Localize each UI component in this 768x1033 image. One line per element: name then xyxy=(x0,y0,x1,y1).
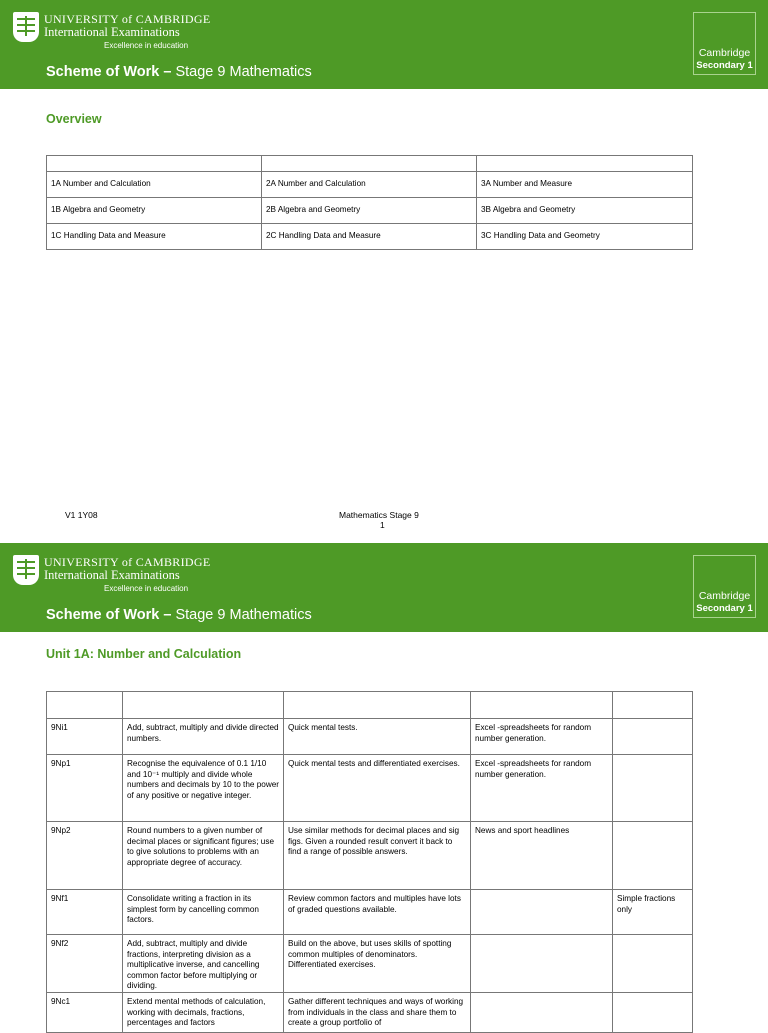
university-name: UNIVERSITY of CAMBRIDGE xyxy=(44,555,211,569)
table-cell: Add, subtract, multiply and divide fractions, interpreting division as a multiplicative inverse, and cancelling common factor before multiplying or dividing. xyxy=(123,935,284,993)
scheme-title: Scheme of Work – Stage 9 Mathematics xyxy=(46,607,312,623)
table-cell: 1A Number and Calculation xyxy=(47,172,262,198)
table-cell: Review common factors and multiples have lots of graded questions available. xyxy=(284,890,471,935)
table-cell: 3B Algebra and Geometry xyxy=(477,198,693,224)
table-row xyxy=(47,993,693,1033)
table-cell: 9Np1 xyxy=(47,755,123,822)
table-cell: 9Nf2 xyxy=(47,935,123,993)
tagline: Excellence in education xyxy=(104,41,189,50)
page-2 xyxy=(0,543,768,1027)
table-cell: 3C Handling Data and Geometry xyxy=(477,224,693,250)
table-cell: Build on the above, but uses skills of spotting common multiples of denominators. Differentiated exercises. xyxy=(284,935,471,993)
footer-version: V1 1Y08 xyxy=(65,510,98,520)
table-cell: Recognise the equivalence of 0.1 1/10 and 10⁻¹ multiply and divide whole numbers and decimals by 10 to the power of any positive or negative integer. xyxy=(123,755,284,822)
table-cell: Quick mental tests. xyxy=(284,719,471,755)
table-cell: Quick mental tests and differentiated exercises. xyxy=(284,755,471,822)
tagline: Excellence in education xyxy=(104,584,189,593)
table-cell: 3A Number and Measure xyxy=(477,172,693,198)
table-header-row xyxy=(47,692,693,719)
table-cell xyxy=(613,719,693,755)
unit-table xyxy=(46,691,693,1033)
table-cell: 9Np2 xyxy=(47,822,123,890)
examinations-name: International Examinations xyxy=(44,568,180,582)
table-cell xyxy=(613,822,693,890)
scheme-title: Scheme of Work – Stage 9 Mathematics xyxy=(46,64,312,80)
table-row xyxy=(47,719,693,755)
cambridge-secondary-logo: Cambridge Secondary 1 xyxy=(693,555,756,618)
table-row xyxy=(47,822,693,890)
table-cell: Add, subtract, multiply and divide directed numbers. xyxy=(123,719,284,755)
table-row xyxy=(47,935,693,993)
table-cell: 1C Handling Data and Measure xyxy=(47,224,262,250)
overview-table xyxy=(46,155,693,250)
table-row xyxy=(47,755,693,822)
table-cell: Excel -spreadsheets for random number generation. xyxy=(471,719,613,755)
table-cell xyxy=(613,935,693,993)
university-crest-icon xyxy=(13,12,39,42)
table-row xyxy=(47,224,693,250)
table-row xyxy=(47,198,693,224)
table-cell: Consolidate writing a fraction in its simplest form by cancelling common factors. xyxy=(123,890,284,935)
table-cell: Excel -spreadsheets for random number generation. xyxy=(471,755,613,822)
table-cell: Use similar methods for decimal places and sig figs. Given a rounded result convert it back to find a range of possible answers. xyxy=(284,822,471,890)
table-cell: 9Nc1 xyxy=(47,993,123,1033)
cambridge-secondary-logo: Cambridge Secondary 1 xyxy=(693,12,756,75)
table-cell: Simple fractions only xyxy=(613,890,693,935)
table-cell: 1B Algebra and Geometry xyxy=(47,198,262,224)
section-title-overview: Overview xyxy=(46,112,102,126)
section-title-unit: Unit 1A: Number and Calculation xyxy=(46,647,242,661)
footer-title: Mathematics Stage 9 xyxy=(339,510,419,520)
table-cell: 2A Number and Calculation xyxy=(262,172,477,198)
table-cell: Extend mental methods of calculation, working with decimals, fractions, percentages and factors xyxy=(123,993,284,1033)
university-name: UNIVERSITY of CAMBRIDGE xyxy=(44,12,211,26)
table-cell xyxy=(471,993,613,1033)
table-cell xyxy=(613,755,693,822)
table-header-row xyxy=(47,156,693,172)
examinations-name: International Examinations xyxy=(44,25,180,39)
table-cell: 9Ni1 xyxy=(47,719,123,755)
page-header xyxy=(0,543,768,632)
table-row xyxy=(47,172,693,198)
page-header xyxy=(0,0,768,89)
table-cell: 2B Algebra and Geometry xyxy=(262,198,477,224)
table-cell: 2C Handling Data and Measure xyxy=(262,224,477,250)
table-cell xyxy=(471,890,613,935)
table-cell: Gather different techniques and ways of working from individuals in the class and share them to create a group portfolio of xyxy=(284,993,471,1033)
table-cell: Round numbers to a given number of decimal places or significant figures; use to give solutions to problems with an appropriate degree of accuracy. xyxy=(123,822,284,890)
university-crest-icon xyxy=(13,555,39,585)
footer-page-number: 1 xyxy=(380,520,385,530)
table-cell: News and sport headlines xyxy=(471,822,613,890)
table-cell xyxy=(613,993,693,1033)
table-cell xyxy=(471,935,613,993)
table-cell: 9Nf1 xyxy=(47,890,123,935)
table-row xyxy=(47,890,693,935)
